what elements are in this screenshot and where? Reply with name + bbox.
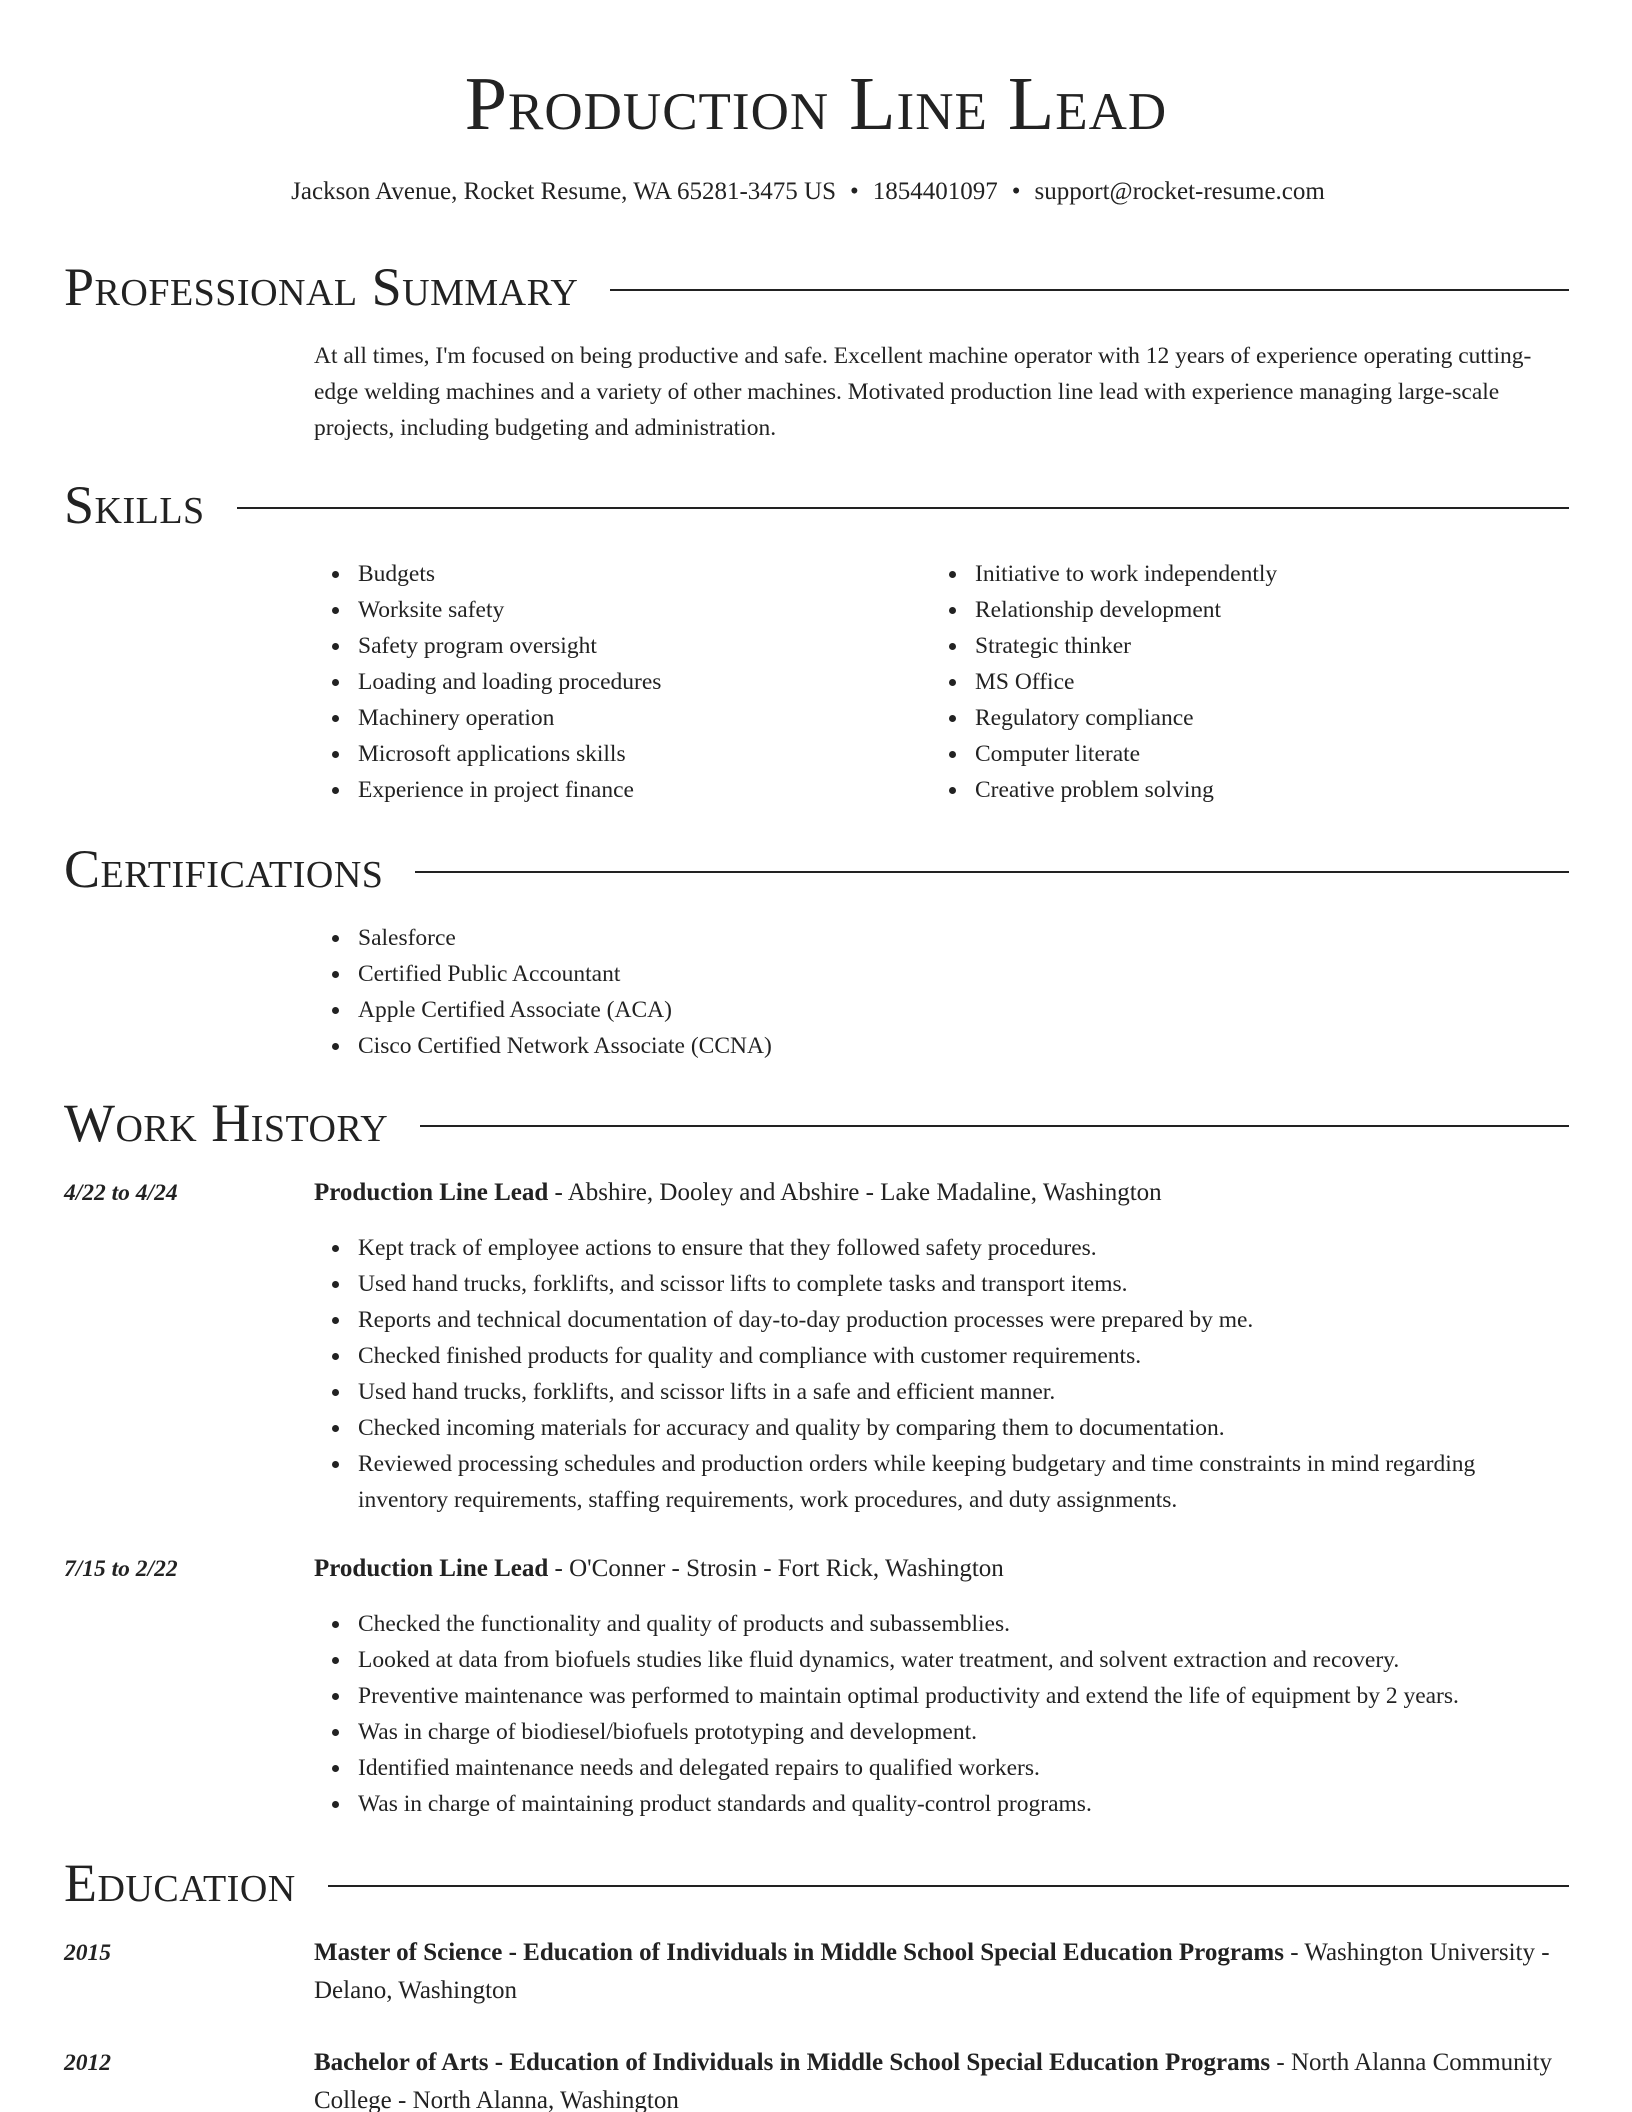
contact-line: [0, 175, 1616, 209]
job-details: - Abshire, Dooley and Abshire - Lake Madaline, Washington: [548, 1179, 1162, 1206]
skill-item: Strategic thinker: [931, 628, 1551, 664]
contact-phone: 1854401097: [872, 178, 998, 205]
job-bullet: Preventive maintenance was performed to maintain optimal productivity and extend the life of equipment by 2 years.: [314, 1678, 1570, 1714]
job-details: - O'Conner - Strosin - Fort Rick, Washington: [548, 1555, 1004, 1582]
education-degree: Master of Science - Education of Individuals in Middle School Special Education Programs: [314, 1939, 1284, 1966]
education-entry: [314, 2044, 1570, 2112]
education-details: - Washington University - Delano, Washington: [314, 1939, 1550, 2004]
skill-item: Relationship development: [931, 592, 1551, 628]
job-bullet: Checked the functionality and quality of products and subassemblies.: [314, 1606, 1570, 1642]
certification-item: Salesforce: [314, 920, 1514, 956]
certification-item: Cisco Certified Network Associate (CCNA): [314, 1028, 1514, 1064]
job-position: Production Line Lead: [314, 1555, 549, 1582]
skill-item: MS Office: [931, 664, 1551, 700]
section-divider: [610, 289, 1569, 291]
section-certifications-header: [64, 838, 1569, 900]
education-entry: [314, 1934, 1570, 2010]
section-title-certifications: Certifications: [64, 839, 384, 899]
skill-item: Initiative to work independently: [931, 556, 1551, 592]
certification-item: Apple Certified Associate (ACA): [314, 992, 1514, 1028]
job-bullet: Was in charge of maintaining product standards and quality-control programs.: [314, 1786, 1570, 1822]
section-title-summary: Professional Summary: [64, 257, 579, 317]
skills-list-right: [931, 556, 1551, 808]
section-work-header: [64, 1092, 1569, 1154]
section-divider: [415, 871, 1569, 873]
job-heading: [314, 1550, 1570, 1588]
resume-name: Production Line Lead: [464, 62, 1168, 146]
skill-item: Creative problem solving: [931, 772, 1551, 808]
section-divider: [328, 1885, 1569, 1887]
summary-text: At all times, I'm focused on being productive and safe. Excellent machine operator with 12 years of experience operating cutting-edge welding machines and a variety of other machines. Motivated production line lead with experience managing large-scale projects, including budgeting and administration.: [314, 343, 1532, 441]
job-bullet: Identified maintenance needs and delegated repairs to qualified workers.: [314, 1750, 1570, 1786]
skills-list-left: [314, 556, 914, 808]
education-year: 2015: [64, 1940, 111, 1966]
job-bullet: Checked finished products for quality and compliance with customer requirements.: [314, 1338, 1570, 1374]
job-bullets: [314, 1606, 1570, 1822]
education-degree: Bachelor of Arts - Education of Individuals in Middle School Special Education Programs: [314, 2049, 1271, 2076]
skill-item: Microsoft applications skills: [314, 736, 914, 772]
section-summary-header: [64, 256, 1569, 318]
contact-email[interactable]: support@rocket-resume.com: [1034, 178, 1325, 205]
skill-item: Worksite safety: [314, 592, 914, 628]
skill-item: Computer literate: [931, 736, 1551, 772]
job-bullet: Checked incoming materials for accuracy and quality by comparing them to documentation.: [314, 1410, 1570, 1446]
section-divider: [237, 507, 1569, 509]
job-bullet: Reports and technical documentation of day-to-day production processes were prepared by me.: [314, 1302, 1570, 1338]
job-bullet: Used hand trucks, forklifts, and scissor lifts to complete tasks and transport items.: [314, 1266, 1570, 1302]
contact-separator: •: [1011, 178, 1021, 205]
skill-item: Loading and loading procedures: [314, 664, 914, 700]
job-dates: 7/15 to 2/22: [64, 1556, 178, 1582]
job-bullet: Used hand trucks, forklifts, and scissor lifts in a safe and efficient manner.: [314, 1374, 1570, 1410]
skill-item: Experience in project finance: [314, 772, 914, 808]
section-title-education: Education: [64, 1853, 296, 1913]
job-bullet: Kept track of employee actions to ensure that they followed safety procedures.: [314, 1230, 1570, 1266]
job-bullet: Was in charge of biodiesel/biofuels prototyping and development.: [314, 1714, 1570, 1750]
contact-address: Jackson Avenue, Rocket Resume, WA 65281-3475 US: [291, 178, 837, 205]
certification-item: Certified Public Accountant: [314, 956, 1514, 992]
job-dates: 4/22 to 4/24: [64, 1180, 178, 1206]
section-education-header: [64, 1852, 1569, 1914]
section-skills-header: [64, 474, 1569, 536]
job-bullets: [314, 1230, 1570, 1518]
section-divider: [420, 1125, 1569, 1127]
education-year: 2012: [64, 2050, 111, 2076]
section-title-work: Work History: [64, 1093, 389, 1153]
education-details: - North Alanna Community College - North Alanna, Washington: [314, 2049, 1553, 2112]
skill-item: Safety program oversight: [314, 628, 914, 664]
skill-item: Budgets: [314, 556, 914, 592]
job-bullet: Looked at data from biofuels studies like fluid dynamics, water treatment, and solvent extraction and recovery.: [314, 1642, 1570, 1678]
contact-separator: •: [850, 178, 859, 205]
job-heading: [314, 1174, 1570, 1212]
skill-item: Regulatory compliance: [931, 700, 1551, 736]
job-bullet: Reviewed processing schedules and production orders while keeping budgetary and time constraints in mind regarding inventory requirements, staffing requirements, work procedures, and duty assignments.: [314, 1446, 1570, 1518]
certifications-list: [314, 920, 1514, 1064]
job-position: Production Line Lead: [314, 1179, 549, 1206]
skill-item: Machinery operation: [314, 700, 914, 736]
section-title-skills: Skills: [64, 475, 205, 535]
